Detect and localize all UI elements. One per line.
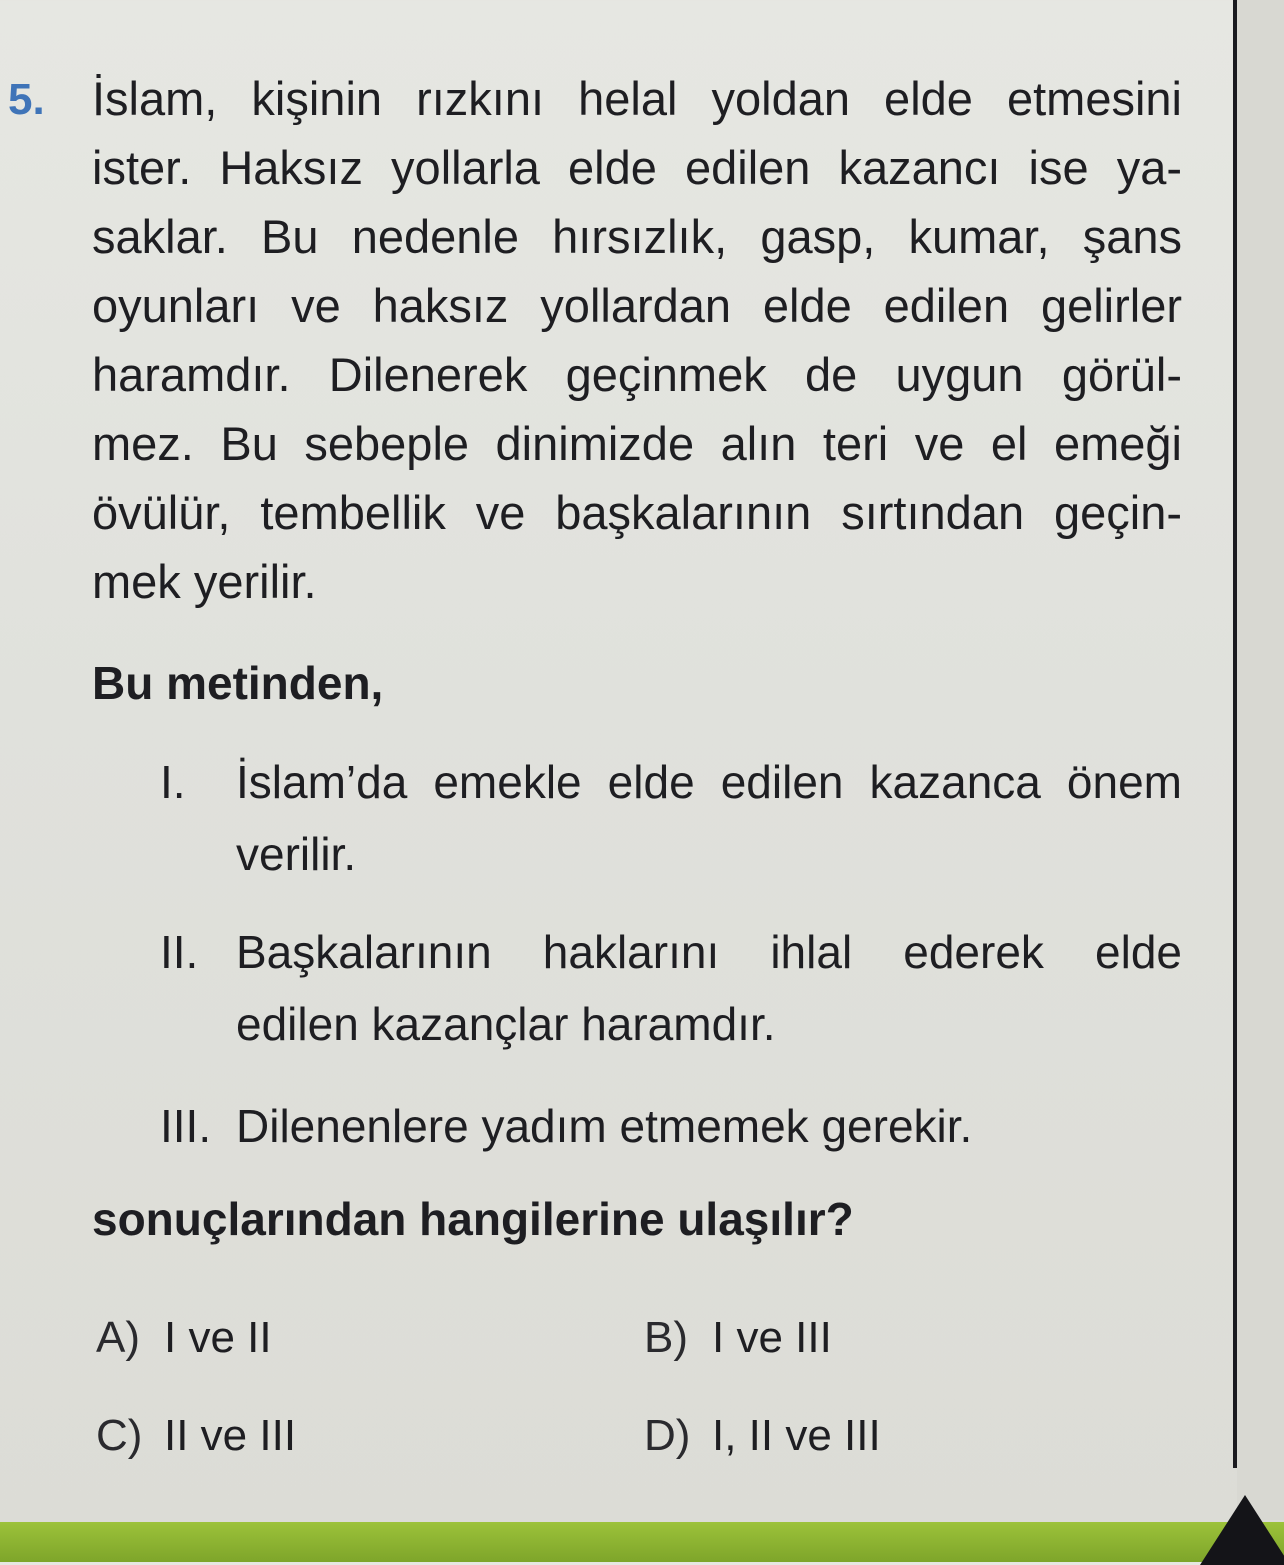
option-text: I, II ve III <box>712 1411 881 1460</box>
answer-option-a[interactable] <box>96 1313 272 1362</box>
option-text: I ve III <box>712 1313 832 1362</box>
option-text: II ve III <box>164 1411 297 1460</box>
statement-numeral: III. <box>160 1100 212 1152</box>
statement-line: edilen kazançlar haramdır. <box>236 998 776 1050</box>
stem-line: saklar. Bu nedenle hırsızlık, gasp, kumar, şans <box>92 210 1182 263</box>
corner-triangle-marker <box>1200 1495 1284 1565</box>
statement-line: Dilenenlere yadım etmemek gerekir. <box>236 1100 973 1152</box>
option-letter: D) <box>644 1411 691 1460</box>
question-lead: Bu metinden, <box>92 657 384 709</box>
option-letter: A) <box>96 1313 140 1362</box>
statement-line: İslam’da emekle elde edilen kazanca önem <box>236 756 1182 808</box>
option-text: I ve II <box>164 1313 272 1362</box>
statement-text <box>236 1090 1182 1162</box>
stem-line: övülür, tembellik ve başkalarının sırtından geçin- <box>92 486 1182 539</box>
bottom-color-strip <box>0 1522 1284 1562</box>
stem-line: mez. Bu sebeple dinimizde alın teri ve el emeği <box>92 417 1182 470</box>
question-stem <box>92 64 1182 616</box>
question-number: 5. <box>8 75 45 124</box>
statement-numeral: I. <box>160 756 186 808</box>
answer-option-b[interactable] <box>644 1313 832 1362</box>
option-letter: B) <box>644 1313 688 1362</box>
column-divider-line <box>1233 0 1237 1468</box>
statement-item <box>160 916 1182 1060</box>
stem-line: mek yerilir. <box>92 555 317 608</box>
statement-item <box>160 1090 1182 1162</box>
stem-line: İslam, kişinin rızkını helal yoldan elde etmesini <box>92 72 1182 125</box>
question-prompt: sonuçlarından hangilerine ulaşılır? <box>92 1193 854 1245</box>
statement-text <box>236 746 1182 890</box>
stem-line: oyunları ve haksız yollardan elde edilen gelirler <box>92 279 1182 332</box>
answer-option-c[interactable] <box>96 1411 297 1460</box>
option-letter: C) <box>96 1411 143 1460</box>
statement-line: verilir. <box>236 828 357 880</box>
statement-text <box>236 916 1182 1060</box>
answer-option-d[interactable] <box>644 1411 881 1460</box>
statement-line: Başkalarının haklarını ihlal ederek elde <box>236 926 1182 978</box>
stem-line: haramdır. Dilenerek geçinmek de uygun görül- <box>92 348 1182 401</box>
statement-numeral: II. <box>160 926 199 978</box>
stem-line: ister. Haksız yollarla elde edilen kazancı ise ya- <box>92 141 1182 194</box>
statement-item <box>160 746 1182 890</box>
right-margin <box>1237 0 1284 1520</box>
